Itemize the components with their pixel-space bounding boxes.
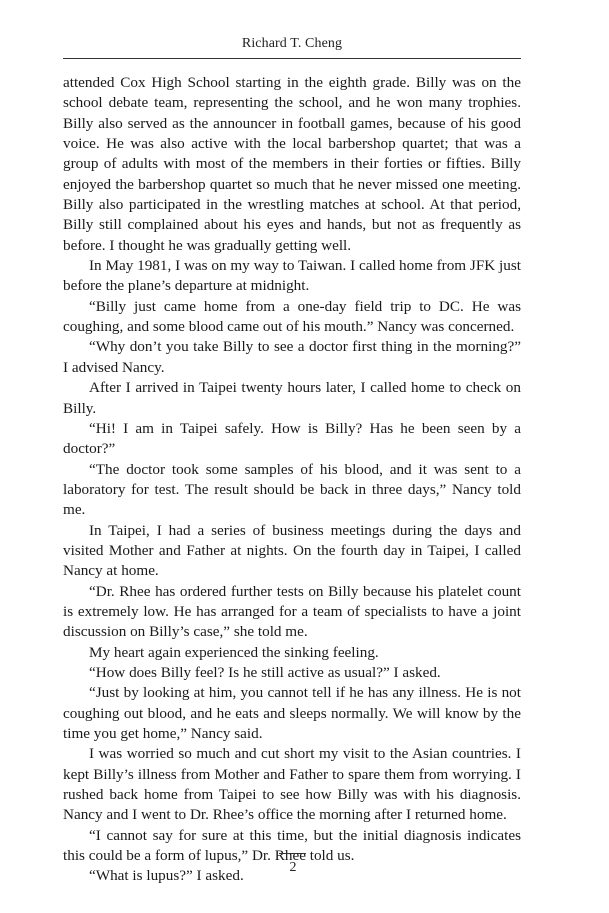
body-text: [63, 73, 521, 887]
paragraph: “Why don’t you take Billy to see a doctor first thing in the morning?” I advised Nancy.: [63, 338, 521, 376]
footer-rule: [279, 853, 306, 854]
paragraph: attended Cox High School starting in the eighth grade. Billy was on the school debate team, representing the school, and he won many trophies. Billy also served as the announcer in football games, because of his good voice. He was also active with the local barbershop quartet; that was a group of adults with most of the members in their forties or fifties. Billy enjoyed the barbershop quartet so much that he never missed one meeting. Billy also participated in the wrestling matches at school. At that period, Billy still complained about his eyes and hands, but not as frequently as before. I thought he was gradually getting well.: [63, 74, 521, 254]
page-number: 2: [289, 860, 297, 875]
paragraph: My heart again experienced the sinking feeling.: [89, 643, 379, 661]
paragraph: After I arrived in Taipei twenty hours later, I called home to check on Billy.: [63, 379, 521, 417]
running-head: Richard T. Cheng: [241, 36, 343, 51]
paragraph: “Hi! I am in Taipei safely. How is Billy? Has he been seen by a doctor?”: [63, 419, 521, 458]
paragraph: “I cannot say for sure at this time, but the initial diagnosis indicates this could be a form of lupus,” Dr. Rhee told us.: [63, 826, 521, 865]
paragraph: “Dr. Rhee has ordered further tests on Billy because his platelet count is extremely low. He has arranged for a team of specialists to have a joint discussion on Billy’s case,” she told me.: [63, 582, 521, 641]
paragraph: “What is lupus?” I asked.: [89, 867, 244, 885]
paragraph: In Taipei, I had a series of business meetings during the days and visited Mother and Father at nights. On the fourth day in Taipei, I called Nancy at home.: [63, 521, 521, 580]
paragraph: “Billy just came home from a one-day field trip to DC. He was coughing, and some blood came out of his mouth.” Nancy was concerned.: [63, 297, 521, 336]
paragraph: “Just by looking at him, you cannot tell if he has any illness. He is not coughing out blood, and he eats and sleeps normally. We will know by the time you get home,” Nancy said.: [63, 684, 521, 742]
paragraph: I was worried so much and cut short my visit to the Asian countries. I kept Billy’s illness from Mother and Father to spare them from worrying. I rushed back home from Taipei to see how Billy was with his diagnosis. Nancy and I went to Dr. Rhee’s office the morning after I returned home.: [63, 745, 521, 824]
header-rule: [63, 58, 521, 59]
paragraph: “The doctor took some samples of his blood, and it was sent to a laboratory for test. The result should be back in three days,” Nancy told me.: [63, 460, 521, 519]
paragraph: In May 1981, I was on my way to Taiwan. I called home from JFK just before the plane’s departure at midnight.: [63, 257, 521, 295]
paragraph: “How does Billy feel? Is he still active as usual?” I asked.: [89, 663, 441, 681]
